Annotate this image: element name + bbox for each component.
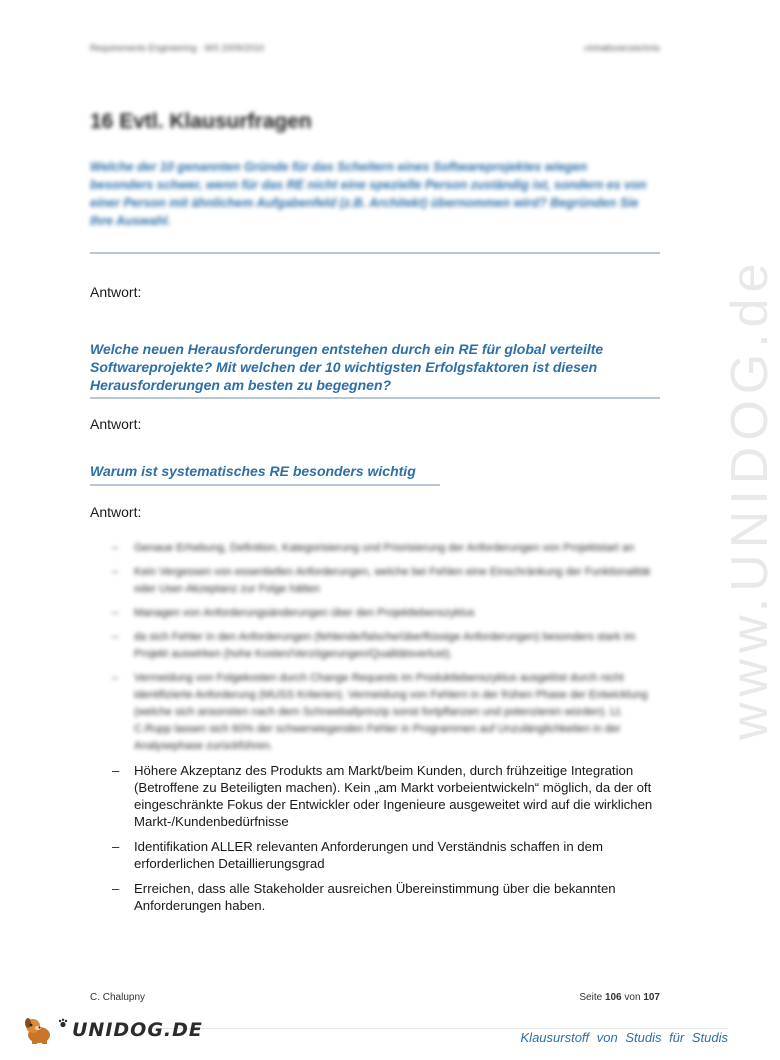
answer-label-2: Antwort: xyxy=(90,416,142,432)
list-item: – Vermeidung von Folgekosten durch Change Requests im Produktlebenszyklus ausgelöst durch nicht identifizierte Anforderung (MUSS Kriterien). Vermeidung von Fehlern in der frühen Phase der Entwicklung (welche sich ansonsten nach dem Schneeballprinzip sonst fortpflanzen und potenzieren würden). Lt. C.Rupp lassen sich 60% der schwerwiegenden Fehler in Programmen auf Unzulänglichkeiten in der Analysephase zurückführen. xyxy=(112,672,648,752)
footer-author: C. Chalupny xyxy=(90,992,146,1003)
unidog-logo[interactable] xyxy=(22,1015,203,1045)
header-left: Requirements Engineering · WS 2009/2010 xyxy=(90,43,265,53)
answer-bullet-list xyxy=(112,540,660,922)
paw-icon xyxy=(58,1018,68,1028)
footer-divider xyxy=(150,1028,728,1029)
question-2: Welche neuen Herausforderungen entstehen durch ein RE für global verteilte Softwareprojekte? Mit welchen der 10 wichtigsten Erfolgsfaktoren ist diesen Herausforderungen am besten zu begegnen? xyxy=(90,341,604,393)
list-item: – Höhere Akzeptanz des Produkts am Markt/beim Kunden, durch frühzeitige Integration (Betroffene zu Beteiligten machen). Kein „am Markt vorbeientwickeln“ möglich, da der oft eingeschränkte Fokus der Entwickler oder Ingenieure ausgeweitet wird auf die wirklichen Markt-/Kundenbedürfnisse xyxy=(112,763,653,829)
list-item: – Kein Vergessen von essentiellen Anforderungen, welche bei Fehlen eine Einschränkung der Funktionalität oder User-Akzeptanz zur Folge hätten xyxy=(112,566,651,595)
watermark: www.UNIDOG.de xyxy=(721,257,779,740)
question-3: Warum ist systematisches RE besonders wichtig xyxy=(90,463,416,479)
list-item: – Managen von Anforderungsänderungen über den Projektlebenszyklus xyxy=(112,607,475,619)
question-1-rule xyxy=(90,252,660,254)
list-item: – Identifikation ALLER relevanten Anforderungen und Verständnis schaffen in dem erforderlichen Detaillierungsgrad xyxy=(112,839,603,871)
tagline: Klausurstoff von Studis für Studis xyxy=(520,1030,728,1045)
section-heading: 16 Evtl. Klausurfragen xyxy=(90,110,312,133)
question-2-rule xyxy=(90,397,660,399)
answer-label-1: Antwort: xyxy=(90,284,142,300)
footer-page-number: Seite 106 von 107 xyxy=(579,992,660,1003)
answer-label-3: Antwort: xyxy=(90,504,142,520)
header-right: »Inhaltsverzeichnis xyxy=(583,43,660,53)
list-item: – Genaue Erhebung, Definition, Kategorisierung und Priorisierung der Anforderungen von Projektstart an xyxy=(112,542,635,554)
question-1: Welche der 10 genannten Gründe für das Scheitern eines Softwareprojektes wiegen besonders schwer, wenn für das RE nicht eine spezielle Person zuständig ist, sondern es von einer Person mit ähnlichem Aufgabenfeld (z.B. Architekt) übernommen wird? Begründen Sie Ihre Auswahl. xyxy=(90,160,647,228)
list-item: – Erreichen, dass alle Stakeholder ausreichen Übereinstimmung über die bekannten Anforderungen haben. xyxy=(112,881,616,913)
logo-text: UNIDOG.DE xyxy=(72,1019,203,1041)
dog-mascot-icon xyxy=(22,1015,56,1045)
list-item: – da sich Fehler in den Anforderungen (fehlende/falsche/überflüssige Anforderungen) besonders stark im Projekt auswirken (hohe Kosten/Verzögerungen/Qualitätsverlust). xyxy=(112,631,636,660)
question-3-rule xyxy=(90,484,440,486)
